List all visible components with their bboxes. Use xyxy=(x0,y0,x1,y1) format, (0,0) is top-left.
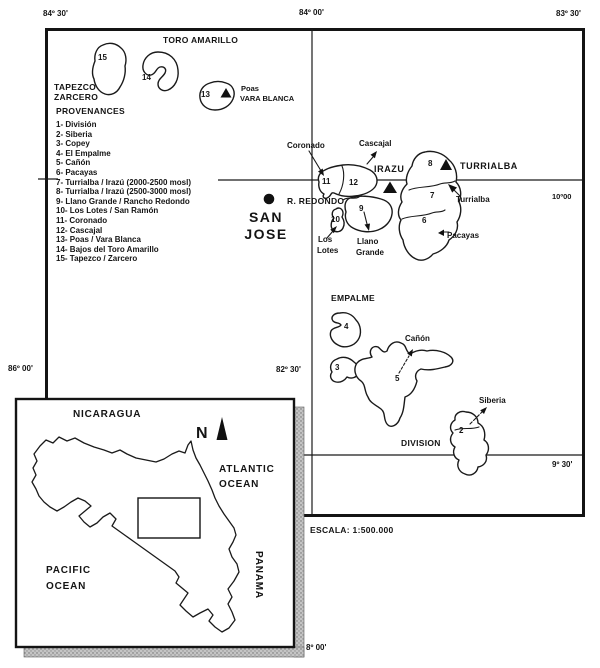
coord-right-10: 10º00 xyxy=(552,192,572,201)
legend-item: 12- Cascajal xyxy=(56,225,103,235)
region-number-3: 3 xyxy=(335,363,340,372)
coord-inset-800: 8º 00' xyxy=(306,643,327,652)
label-vara-blanca: VARA BLANCA xyxy=(240,94,295,103)
label-san: SAN xyxy=(248,209,284,225)
label-empalme: EMPALME xyxy=(331,293,375,303)
region-number-5: 5 xyxy=(395,374,400,383)
coord-mid-8230: 82º 30' xyxy=(276,365,301,374)
coord-top-left: 84º 30' xyxy=(43,9,68,18)
label-pacific-2: OCEAN xyxy=(46,581,87,592)
label-tapezco: TAPEZCO xyxy=(54,82,97,92)
label-coronado: Coronado xyxy=(287,141,325,150)
label-escala: ESCALA: 1:500.000 xyxy=(310,525,394,535)
label-toro-amarillo: TORO AMARILLO xyxy=(163,35,239,45)
legend-item: 14- Bajos del Toro Amarillo xyxy=(56,244,159,254)
coord-left-mid: 86º 00' xyxy=(8,364,33,373)
label-cascajal: Cascajal xyxy=(359,139,392,148)
region-number-6: 6 xyxy=(422,216,427,225)
inset-frame xyxy=(16,399,294,647)
label-irazu: IRAZU xyxy=(374,164,405,174)
label-llano: Llano xyxy=(357,237,379,246)
san-jose-dot xyxy=(264,194,275,205)
coord-right-930: 9º 30' xyxy=(552,460,573,469)
legend-item: 4- El Empalme xyxy=(56,148,111,158)
label-r-redondo: R. REDONDO xyxy=(287,196,345,206)
label-pacayas: Pacayas xyxy=(447,231,480,240)
legend-title: PROVENANCES xyxy=(56,106,125,116)
legend-item: 5- Cañón xyxy=(56,158,91,168)
label-lotes: Lotes xyxy=(317,246,339,255)
provenances-legend xyxy=(56,106,191,264)
label-siberia: Siberia xyxy=(479,396,506,405)
label-canon: Cañón xyxy=(405,334,430,343)
legend-item: 3- Copey xyxy=(56,139,90,149)
region-number-11: 11 xyxy=(322,177,331,186)
legend-item: 15- Tapezco / Zarcero xyxy=(56,254,138,264)
legend-item: 10- Los Lotes / San Ramón xyxy=(56,206,159,216)
region-number-14: 14 xyxy=(142,73,151,82)
label-zarcero: ZARCERO xyxy=(54,92,99,102)
inset-shadow-right xyxy=(294,407,304,657)
label-atlantic-1: ATLANTIC xyxy=(219,464,275,475)
region-number-4: 4 xyxy=(344,322,349,331)
label-panama: PANAMA xyxy=(253,551,264,599)
label-poas: Poas xyxy=(241,84,259,93)
region-number-2: 2 xyxy=(459,426,464,435)
legend-item: 13- Poas / Vara Blanca xyxy=(56,235,141,245)
inset-shadow-bottom xyxy=(24,647,304,657)
label-grande: Grande xyxy=(356,248,385,257)
label-nicaragua: NICARAGUA xyxy=(73,409,142,420)
legend-item: 11- Coronado xyxy=(56,215,108,225)
label-jose: JOSE xyxy=(244,226,288,242)
region-number-13: 13 xyxy=(201,90,210,99)
inset-map xyxy=(16,399,304,657)
coord-top-center: 84º 00' xyxy=(299,8,324,17)
region-number-9: 9 xyxy=(359,204,364,213)
label-division: DIVISION xyxy=(401,438,441,448)
label-los: Los xyxy=(318,235,333,244)
label-turrialba-volcano: TURRIALBA xyxy=(460,161,518,171)
legend-item: 7- Turrialba / Irazú (2000-2500 mosl) xyxy=(56,177,192,187)
label-pacific-1: PACIFIC xyxy=(46,565,91,576)
legend-item: 9- Llano Grande / Rancho Redondo xyxy=(56,196,190,206)
label-turrialba-region: Turrialba xyxy=(456,195,490,204)
region-number-12: 12 xyxy=(349,178,358,187)
region-number-7: 7 xyxy=(430,191,435,200)
legend-item: 6- Pacayas xyxy=(56,167,98,177)
label-atlantic-2: OCEAN xyxy=(219,479,260,490)
region-number-10: 10 xyxy=(331,215,340,224)
label-north: N xyxy=(196,425,208,442)
legend-item: 8- Turrialba / Irazú (2500-3000 mosl) xyxy=(56,187,192,197)
region-number-8: 8 xyxy=(428,159,433,168)
legend-item: 1- División xyxy=(56,120,97,129)
legend-item: 2- Siberia xyxy=(56,129,93,139)
coord-top-right: 83º 30' xyxy=(556,9,581,18)
region-number-15: 15 xyxy=(98,53,107,62)
